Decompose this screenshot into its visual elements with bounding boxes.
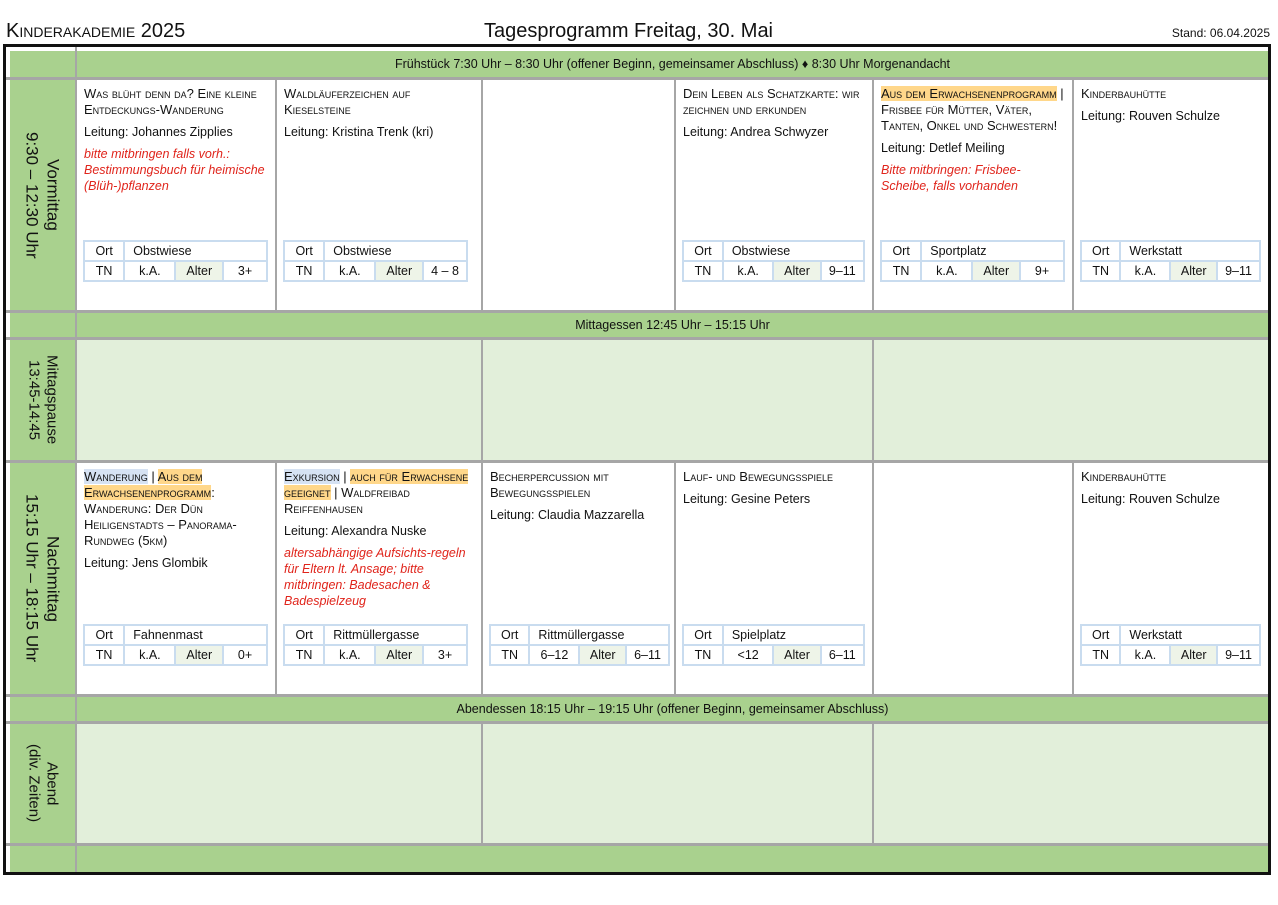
activity-title: Waldläuferzeichen auf Kieselsteine: [284, 86, 411, 117]
band-bottom: [77, 846, 1268, 872]
evening-label: Abend: [43, 761, 61, 806]
band-lunch: [77, 313, 1268, 337]
tag-separator: |: [147, 469, 158, 484]
row-label-morning: [10, 80, 75, 310]
afternoon-time: 15:15 Uhr – 18:15 Uhr: [22, 494, 42, 663]
evening-slot: [874, 724, 1268, 843]
band-breakfast-text: Frühstück 7:30 Uhr – 8:30 Uhr (offener Beginn, gemeinsamer Abschluss) ♦ 8:30 Uhr Morgenandacht: [394, 57, 951, 71]
empty-slot: [874, 463, 1072, 694]
activity-info-table: [283, 624, 468, 666]
ort-value: Werkstatt: [1120, 625, 1260, 645]
activity-title: : Wanderung: Der Dün Heiligenstadts – Panorama-Rundweg (5km): [84, 485, 237, 548]
row-label-midday: [10, 340, 75, 460]
adult-program-tag: Aus dem Erwachsenenprogramm: [881, 86, 1057, 101]
evening-time: (div. Zeiten): [25, 744, 43, 823]
ort-label: Ort: [84, 625, 124, 645]
page-title: Tagesprogramm Freitag, 30. Mai: [484, 20, 774, 42]
activity-title: Kinderbauhütte: [1081, 86, 1167, 101]
alter-label: Alter: [579, 645, 626, 665]
activity-leader: Leitung: Detlef Meiling: [881, 141, 1005, 155]
ort-value: Spielplatz: [723, 625, 864, 645]
tn-value: k.A.: [324, 261, 375, 281]
tn-value: k.A.: [1120, 645, 1170, 665]
band-dinner-text: Abendessen 18:15 Uhr – 19:15 Uhr (offener Beginn, gemeinsamer Abschluss): [456, 702, 889, 716]
tn-value: 6–12: [529, 645, 579, 665]
tn-label: TN: [84, 645, 124, 665]
alter-value: 6–11: [821, 645, 864, 665]
midday-time: 13:45-14:45: [25, 359, 43, 441]
activity-title: Becherpercussion mit Bewegungsspielen: [490, 469, 609, 500]
ort-label: Ort: [683, 625, 723, 645]
activity-leader: Leitung: Jens Glombik: [84, 556, 208, 570]
tn-label: TN: [284, 261, 324, 281]
band-lunch-text: Mittagessen 12:45 Uhr – 15:15 Uhr: [575, 318, 770, 332]
tn-value: k.A.: [1120, 261, 1170, 281]
activity-leader: Leitung: Alexandra Nuske: [284, 524, 427, 538]
activity-leader: Leitung: Claudia Mazzarella: [490, 508, 645, 522]
tn-value: k.A.: [921, 261, 972, 281]
alter-value: 4 – 8: [423, 261, 467, 281]
alter-label: Alter: [773, 261, 820, 281]
alter-value: 3+: [423, 645, 467, 665]
activity-info-table: [283, 240, 468, 282]
alter-label: Alter: [175, 261, 223, 281]
alter-label: Alter: [972, 261, 1020, 281]
activity-card[interactable]: [77, 80, 275, 310]
alter-value: 9+: [1020, 261, 1064, 281]
activity-info-table: [1080, 240, 1261, 282]
activity-info-table: [83, 240, 268, 282]
midday-slot: [483, 340, 872, 460]
alter-label: Alter: [1170, 645, 1217, 665]
adult-program-tag: auch für Erwachsene geeignet: [284, 469, 469, 500]
tn-label: TN: [1081, 645, 1120, 665]
ort-label: Ort: [84, 241, 124, 261]
activity-type-tag: Wanderung: [84, 469, 148, 484]
ort-label: Ort: [1081, 625, 1120, 645]
activity-info-table: [682, 240, 865, 282]
activity-leader: Leitung: Gesine Peters: [683, 492, 811, 506]
ort-value: Werkstatt: [1120, 241, 1260, 261]
activity-card[interactable]: [277, 463, 481, 694]
tag-separator: |: [339, 469, 351, 484]
activity-type-tag: Exkursion: [284, 469, 340, 484]
band-side-dinner: [10, 697, 75, 721]
activity-info-table: [880, 240, 1065, 282]
activity-info-table: [1080, 624, 1261, 666]
ort-value: Obstwiese: [124, 241, 267, 261]
activity-card[interactable]: [483, 463, 674, 694]
tn-value: <12: [723, 645, 774, 665]
tn-value: k.A.: [124, 261, 175, 281]
ort-label: Ort: [683, 241, 723, 261]
midday-slot: [874, 340, 1268, 460]
activity-leader: Leitung: Rouven Schulze: [1081, 109, 1220, 123]
alter-value: 9–11: [1217, 645, 1260, 665]
morning-time: 9:30 – 12:30 Uhr: [22, 131, 42, 259]
midday-label: Mittagspause: [43, 355, 61, 445]
activity-card[interactable]: [676, 80, 872, 310]
row-label-afternoon: [10, 463, 75, 694]
ort-value: Obstwiese: [723, 241, 864, 261]
ort-value: Obstwiese: [324, 241, 467, 261]
activity-card[interactable]: [1074, 463, 1268, 694]
activity-info-table: [489, 624, 670, 666]
activity-info-table: [682, 624, 865, 666]
band-side-breakfast: [10, 51, 75, 77]
activity-title: Was blüht denn da? Eine kleine Entdeckungs-Wanderung: [84, 86, 257, 117]
ort-value: Fahnenmast: [124, 625, 267, 645]
status-date: Stand: 06.04.2025: [1171, 26, 1270, 40]
tn-label: TN: [1081, 261, 1120, 281]
tn-label: TN: [284, 645, 324, 665]
ort-label: Ort: [284, 625, 324, 645]
alter-label: Alter: [375, 261, 423, 281]
midday-slot: [77, 340, 481, 460]
ort-label: Ort: [881, 241, 921, 261]
activity-leader: Leitung: Andrea Schwyzer: [683, 125, 829, 139]
ort-label: Ort: [490, 625, 529, 645]
evening-slot: [483, 724, 872, 843]
band-dinner: [77, 697, 1268, 721]
activity-title: Dein Leben als Schatzkarte: wir zeichnen und erkunden: [683, 86, 860, 117]
ort-value: Rittmüllergasse: [529, 625, 669, 645]
alter-value: 9–11: [1217, 261, 1260, 281]
alter-value: 0+: [223, 645, 267, 665]
activity-leader: Leitung: Kristina Trenk (kri): [284, 125, 434, 139]
empty-slot: [483, 80, 674, 310]
activity-info-table: [83, 624, 268, 666]
row-label-evening: [10, 724, 75, 843]
alter-value: 3+: [223, 261, 267, 281]
alter-value: 6–11: [626, 645, 669, 665]
tn-value: k.A.: [124, 645, 175, 665]
evening-slot: [77, 724, 481, 843]
activity-note: altersabhängige Aufsichts-regeln für Eltern lt. Ansage; bitte mitbringen: Badesachen & Badespielzeug: [284, 546, 466, 608]
activity-leader: Leitung: Johannes Zipplies: [84, 125, 233, 139]
tn-label: TN: [683, 261, 723, 281]
activity-card[interactable]: [77, 463, 275, 694]
tn-label: TN: [881, 261, 921, 281]
ort-label: Ort: [284, 241, 324, 261]
alter-value: 9–11: [821, 261, 864, 281]
tn-value: k.A.: [324, 645, 375, 665]
band-side-bottom: [10, 846, 75, 872]
ort-value: Rittmüllergasse: [324, 625, 467, 645]
activity-note: bitte mitbringen falls vorh.: Bestimmungsbuch für heimische (Blüh-)pflanzen: [84, 147, 265, 193]
tn-label: TN: [683, 645, 723, 665]
band-side-lunch: [10, 313, 75, 337]
activity-leader: Leitung: Rouven Schulze: [1081, 492, 1220, 506]
alter-label: Alter: [773, 645, 820, 665]
morning-label: Vormittag: [43, 159, 63, 231]
schedule-grid: [3, 44, 1271, 875]
activity-title: Lauf- und Bewegungsspiele: [683, 469, 833, 484]
activity-card[interactable]: [676, 463, 872, 694]
band-breakfast: [77, 51, 1268, 77]
ort-value: Sportplatz: [921, 241, 1064, 261]
activity-title: Kinderbauhütte: [1081, 469, 1167, 484]
activity-note: Bitte mitbringen: Frisbee-Scheibe, falls vorhanden: [881, 163, 1021, 193]
tn-label: TN: [84, 261, 124, 281]
adult-program-tag: Aus dem Erwachsenenprogramm: [84, 469, 212, 500]
event-title: Kinderakademie 2025: [6, 20, 186, 42]
afternoon-label: Nachmittag: [43, 535, 63, 622]
ort-label: Ort: [1081, 241, 1120, 261]
alter-label: Alter: [375, 645, 423, 665]
activity-title: | Waldfreibad Reiffenhausen: [284, 485, 410, 516]
activity-title: | Frisbee für Mütter, Väter, Tanten, Onkel und Schwestern!: [881, 86, 1064, 133]
alter-label: Alter: [175, 645, 223, 665]
activity-card[interactable]: [277, 80, 481, 310]
alter-label: Alter: [1170, 261, 1217, 281]
tn-label: TN: [490, 645, 529, 665]
activity-card[interactable]: [1074, 80, 1268, 310]
tn-value: k.A.: [723, 261, 774, 281]
activity-card[interactable]: [874, 80, 1072, 310]
